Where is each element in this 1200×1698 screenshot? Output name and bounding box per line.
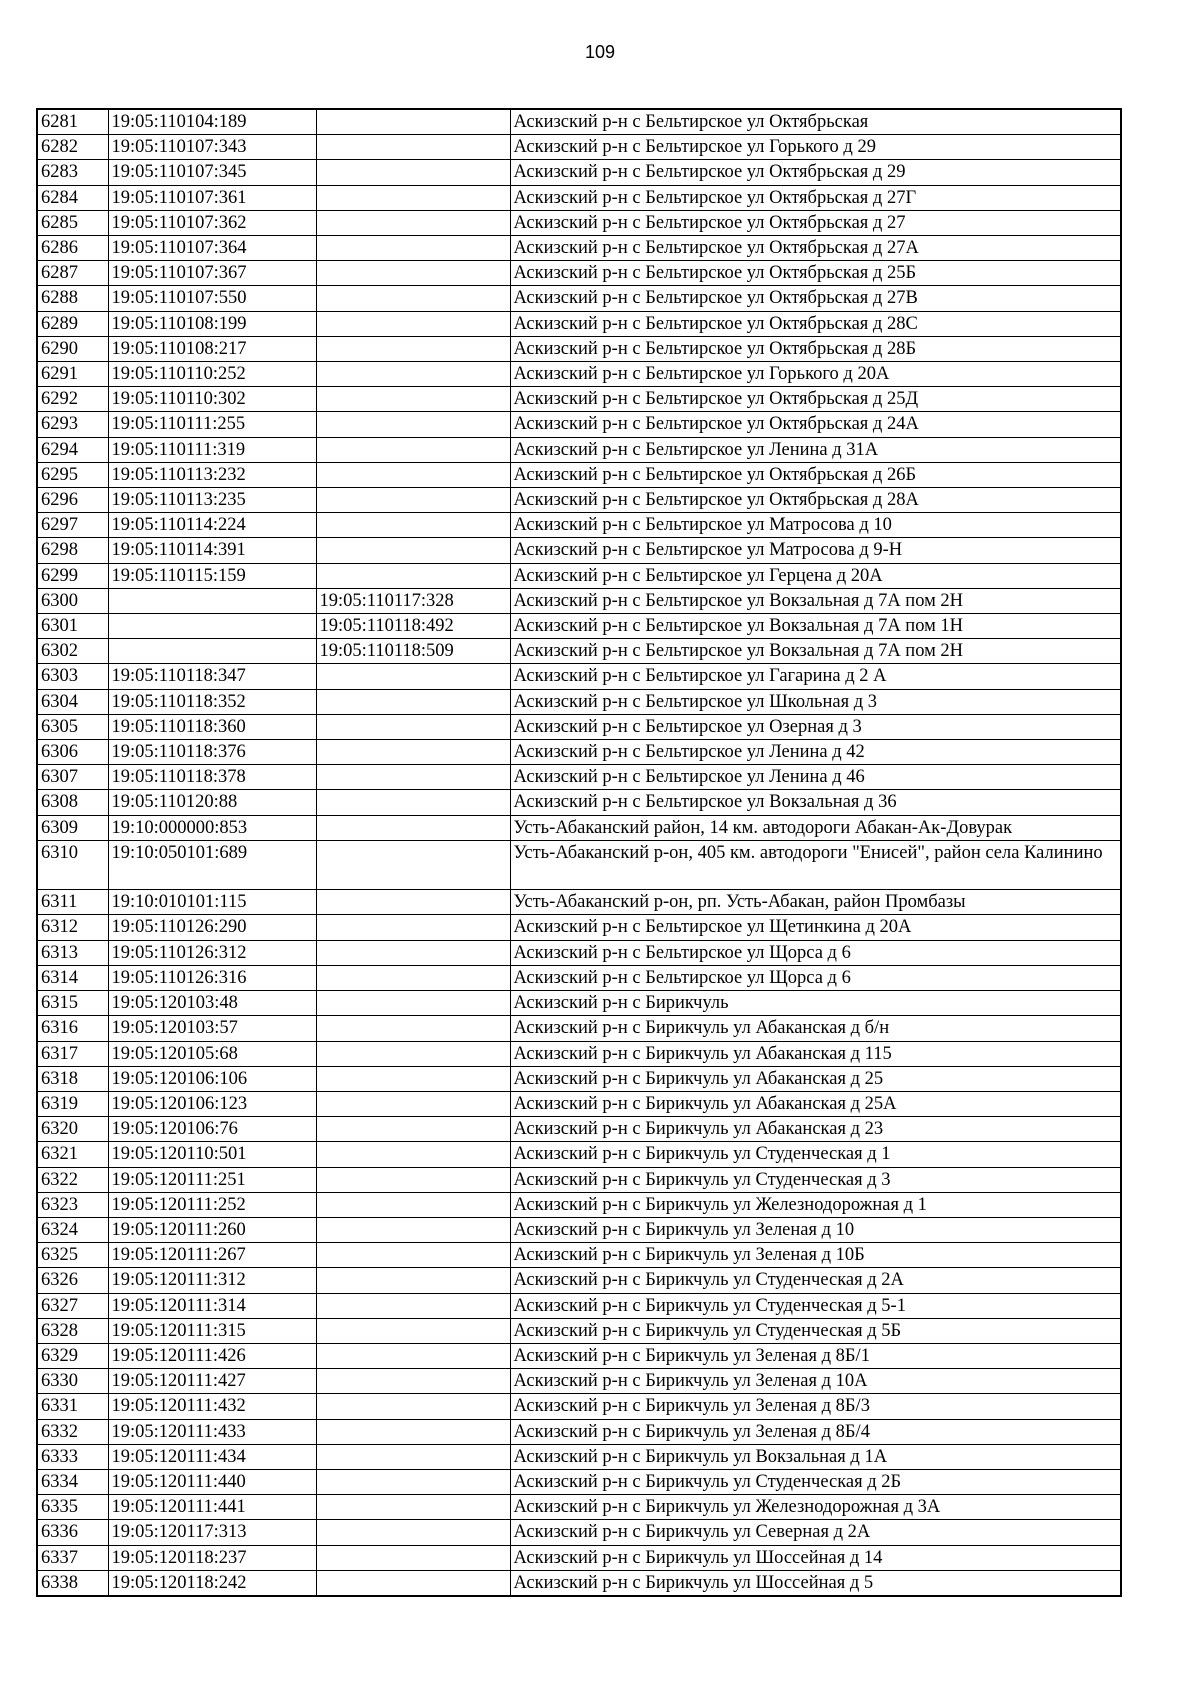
table-row xyxy=(37,1394,1121,1419)
address-cell: Аскизский р-н с Бельтирское ул Гагарина д 2 А xyxy=(510,664,1121,689)
cadastral-number-cell: 19:05:110113:232 xyxy=(108,462,316,487)
row-number-cell: 6302 xyxy=(37,639,108,664)
cadastral-number-cell: 19:05:110118:360 xyxy=(108,714,316,739)
cadastral-number-cell: 19:05:120111:251 xyxy=(108,1167,316,1192)
table-row xyxy=(37,488,1121,513)
row-number-cell: 6336 xyxy=(37,1520,108,1545)
table-row xyxy=(37,740,1121,765)
premises-cadastral-number-cell xyxy=(316,1167,510,1192)
address-cell: Аскизский р-н с Бирикчуль ул Абаканская д 23 xyxy=(510,1117,1121,1142)
table-row xyxy=(37,790,1121,815)
address-cell: Аскизский р-н с Бирикчуль ул Абаканская д 115 xyxy=(510,1041,1121,1066)
address-cell: Аскизский р-н с Бельтирское ул Октябрьская д 24А xyxy=(510,412,1121,437)
row-number-cell: 6325 xyxy=(37,1243,108,1268)
address-cell: Аскизский р-н с Бирикчуль ул Зеленая д 10А xyxy=(510,1369,1121,1394)
table-row xyxy=(37,362,1121,387)
table-row xyxy=(37,991,1121,1016)
cadastral-number-cell: 19:05:120111:440 xyxy=(108,1469,316,1494)
row-number-cell: 6315 xyxy=(37,991,108,1016)
row-number-cell: 6334 xyxy=(37,1469,108,1494)
cadastral-number-cell: 19:05:120103:57 xyxy=(108,1016,316,1041)
address-cell: Аскизский р-н с Бельтирское ул Октябрьская д 25Б xyxy=(510,261,1121,286)
premises-cadastral-number-cell xyxy=(316,1394,510,1419)
registry-table xyxy=(36,108,1122,1597)
address-cell: Аскизский р-н с Бельтирское ул Ленина д 31А xyxy=(510,437,1121,462)
table-row xyxy=(37,639,1121,664)
address-cell: Аскизский р-н с Бирикчуль ул Студенческая д 2А xyxy=(510,1268,1121,1293)
table-row xyxy=(37,109,1121,135)
row-number-cell: 6318 xyxy=(37,1066,108,1091)
address-cell: Аскизский р-н с Бирикчуль ул Зеленая д 8Б/3 xyxy=(510,1394,1121,1419)
cadastral-number-cell: 19:05:110114:224 xyxy=(108,513,316,538)
row-number-cell: 6313 xyxy=(37,940,108,965)
premises-cadastral-number-cell xyxy=(316,1041,510,1066)
premises-cadastral-number-cell xyxy=(316,765,510,790)
table-row xyxy=(37,336,1121,361)
cadastral-number-cell: 19:05:120110:501 xyxy=(108,1142,316,1167)
cadastral-number-cell: 19:05:110118:347 xyxy=(108,664,316,689)
cadastral-number-cell: 19:05:120106:106 xyxy=(108,1066,316,1091)
cadastral-number-cell: 19:05:120111:441 xyxy=(108,1495,316,1520)
premises-cadastral-number-cell xyxy=(316,1268,510,1293)
row-number-cell: 6316 xyxy=(37,1016,108,1041)
row-number-cell: 6321 xyxy=(37,1142,108,1167)
address-cell: Аскизский р-н с Бирикчуль ул Зеленая д 8Б/4 xyxy=(510,1419,1121,1444)
premises-cadastral-number-cell xyxy=(316,1192,510,1217)
address-cell: Аскизский р-н с Бельтирское ул Озерная д 3 xyxy=(510,714,1121,739)
cadastral-number-cell: 19:10:050101:689 xyxy=(108,840,316,889)
premises-cadastral-number-cell xyxy=(316,1343,510,1368)
cadastral-number-cell: 19:05:120111:433 xyxy=(108,1419,316,1444)
row-number-cell: 6283 xyxy=(37,160,108,185)
address-cell: Аскизский р-н с Бельтирское ул Матросова д 9-Н xyxy=(510,538,1121,563)
premises-cadastral-number-cell xyxy=(316,261,510,286)
address-cell: Аскизский р-н с Бельтирское ул Октябрьская д 29 xyxy=(510,160,1121,185)
row-number-cell: 6300 xyxy=(37,588,108,613)
address-cell: Аскизский р-н с Бирикчуль ул Студенческая д 2Б xyxy=(510,1469,1121,1494)
row-number-cell: 6332 xyxy=(37,1419,108,1444)
address-cell: Аскизский р-н с Бельтирское ул Октябрьская xyxy=(510,109,1121,135)
cadastral-number-cell: 19:05:110111:319 xyxy=(108,437,316,462)
premises-cadastral-number-cell: 19:05:110117:328 xyxy=(316,588,510,613)
row-number-cell: 6285 xyxy=(37,210,108,235)
table-row xyxy=(37,1243,1121,1268)
row-number-cell: 6323 xyxy=(37,1192,108,1217)
cadastral-number-cell: 19:05:120103:48 xyxy=(108,991,316,1016)
table-row xyxy=(37,840,1121,889)
premises-cadastral-number-cell xyxy=(316,965,510,990)
table-row xyxy=(37,1192,1121,1217)
table-row xyxy=(37,135,1121,160)
premises-cadastral-number-cell xyxy=(316,991,510,1016)
premises-cadastral-number-cell xyxy=(316,940,510,965)
table-row xyxy=(37,1041,1121,1066)
premises-cadastral-number-cell xyxy=(316,1545,510,1570)
address-cell: Аскизский р-н с Бельтирское ул Герцена д 20А xyxy=(510,563,1121,588)
cadastral-number-cell: 19:05:110107:361 xyxy=(108,185,316,210)
address-cell: Аскизский р-н с Бирикчуль ул Железнодорожная д 3А xyxy=(510,1495,1121,1520)
address-cell: Усть-Абаканский р-он, 405 км. автодороги "Енисей", район села Калинино xyxy=(510,840,1121,889)
row-number-cell: 6286 xyxy=(37,236,108,261)
premises-cadastral-number-cell: 19:05:110118:492 xyxy=(316,614,510,639)
premises-cadastral-number-cell xyxy=(316,790,510,815)
premises-cadastral-number-cell xyxy=(316,1369,510,1394)
premises-cadastral-number-cell xyxy=(316,915,510,940)
row-number-cell: 6317 xyxy=(37,1041,108,1066)
row-number-cell: 6335 xyxy=(37,1495,108,1520)
cadastral-number-cell: 19:05:110120:88 xyxy=(108,790,316,815)
table-row xyxy=(37,1217,1121,1242)
cadastral-number-cell: 19:05:120118:237 xyxy=(108,1545,316,1570)
table-row xyxy=(37,387,1121,412)
row-number-cell: 6319 xyxy=(37,1091,108,1116)
table-row xyxy=(37,513,1121,538)
row-number-cell: 6301 xyxy=(37,614,108,639)
premises-cadastral-number-cell xyxy=(316,437,510,462)
table-row xyxy=(37,815,1121,840)
table-row xyxy=(37,538,1121,563)
cadastral-number-cell: 19:05:120111:427 xyxy=(108,1369,316,1394)
address-cell: Аскизский р-н с Бельтирское ул Октябрьская д 27 xyxy=(510,210,1121,235)
premises-cadastral-number-cell xyxy=(316,815,510,840)
premises-cadastral-number-cell xyxy=(316,1066,510,1091)
row-number-cell: 6324 xyxy=(37,1217,108,1242)
table-row xyxy=(37,236,1121,261)
row-number-cell: 6288 xyxy=(37,286,108,311)
address-cell: Аскизский р-н с Бирикчуль ул Абаканская д 25 xyxy=(510,1066,1121,1091)
address-cell: Аскизский р-н с Бельтирское ул Октябрьская д 27Г xyxy=(510,185,1121,210)
address-cell: Аскизский р-н с Бельтирское ул Школьная д 3 xyxy=(510,689,1121,714)
cadastral-number-cell: 19:05:110107:345 xyxy=(108,160,316,185)
cadastral-number-cell: 19:05:120111:432 xyxy=(108,1394,316,1419)
row-number-cell: 6289 xyxy=(37,311,108,336)
cadastral-number-cell: 19:05:110114:391 xyxy=(108,538,316,563)
cadastral-number-cell: 19:05:110118:376 xyxy=(108,740,316,765)
row-number-cell: 6306 xyxy=(37,740,108,765)
cadastral-number-cell: 19:05:120111:252 xyxy=(108,1192,316,1217)
cadastral-number-cell: 19:10:000000:853 xyxy=(108,815,316,840)
cadastral-number-cell: 19:05:110118:352 xyxy=(108,689,316,714)
row-number-cell: 6290 xyxy=(37,336,108,361)
table-row xyxy=(37,1318,1121,1343)
cadastral-number-cell: 19:05:120111:260 xyxy=(108,1217,316,1242)
row-number-cell: 6282 xyxy=(37,135,108,160)
table-row xyxy=(37,689,1121,714)
premises-cadastral-number-cell xyxy=(316,236,510,261)
table-row xyxy=(37,1495,1121,1520)
cadastral-number-cell: 19:10:010101:115 xyxy=(108,890,316,915)
premises-cadastral-number-cell xyxy=(316,1520,510,1545)
address-cell: Аскизский р-н с Бирикчуль ул Шоссейная д 14 xyxy=(510,1545,1121,1570)
premises-cadastral-number-cell xyxy=(316,462,510,487)
page-number: 109 xyxy=(584,42,616,62)
address-cell: Аскизский р-н с Бирикчуль ул Зеленая д 10Б xyxy=(510,1243,1121,1268)
premises-cadastral-number-cell xyxy=(316,563,510,588)
row-number-cell: 6310 xyxy=(37,840,108,889)
address-cell: Аскизский р-н с Бельтирское ул Октябрьская д 28Б xyxy=(510,336,1121,361)
premises-cadastral-number-cell xyxy=(316,1091,510,1116)
cadastral-number-cell: 19:05:110108:217 xyxy=(108,336,316,361)
premises-cadastral-number-cell xyxy=(316,185,510,210)
table-row xyxy=(37,1545,1121,1570)
row-number-cell: 6338 xyxy=(37,1570,108,1596)
table-row xyxy=(37,1520,1121,1545)
cadastral-number-cell: 19:05:120111:315 xyxy=(108,1318,316,1343)
premises-cadastral-number-cell xyxy=(316,336,510,361)
premises-cadastral-number-cell xyxy=(316,538,510,563)
premises-cadastral-number-cell xyxy=(316,311,510,336)
cadastral-number-cell: 19:05:110104:189 xyxy=(108,109,316,135)
address-cell: Аскизский р-н с Бельтирское ул Горького д 29 xyxy=(510,135,1121,160)
row-number-cell: 6287 xyxy=(37,261,108,286)
table-row xyxy=(37,588,1121,613)
premises-cadastral-number-cell xyxy=(316,362,510,387)
address-cell: Аскизский р-н с Бельтирское ул Октябрьская д 27А xyxy=(510,236,1121,261)
address-cell: Аскизский р-н с Бельтирское ул Горького д 20А xyxy=(510,362,1121,387)
cadastral-number-cell: 19:05:110126:316 xyxy=(108,965,316,990)
row-number-cell: 6312 xyxy=(37,915,108,940)
table-row xyxy=(37,940,1121,965)
cadastral-number-cell: 19:05:120111:267 xyxy=(108,1243,316,1268)
row-number-cell: 6284 xyxy=(37,185,108,210)
table-row xyxy=(37,915,1121,940)
table-row xyxy=(37,1419,1121,1444)
cadastral-number-cell: 19:05:120105:68 xyxy=(108,1041,316,1066)
row-number-cell: 6333 xyxy=(37,1444,108,1469)
address-cell: Аскизский р-н с Бельтирское ул Матросова д 10 xyxy=(510,513,1121,538)
table-row xyxy=(37,614,1121,639)
cadastral-number-cell: 19:05:110111:255 xyxy=(108,412,316,437)
table-row xyxy=(37,412,1121,437)
address-cell: Аскизский р-н с Бельтирское ул Ленина д 42 xyxy=(510,740,1121,765)
cadastral-number-cell: 19:05:110107:343 xyxy=(108,135,316,160)
address-cell: Аскизский р-н с Бельтирское ул Щорса д 6 xyxy=(510,940,1121,965)
cadastral-number-cell: 19:05:120111:312 xyxy=(108,1268,316,1293)
cadastral-number-cell: 19:05:110107:364 xyxy=(108,236,316,261)
address-cell: Аскизский р-н с Бельтирское ул Вокзальная д 36 xyxy=(510,790,1121,815)
premises-cadastral-number-cell xyxy=(316,286,510,311)
row-number-cell: 6303 xyxy=(37,664,108,689)
cadastral-number-cell: 19:05:120117:313 xyxy=(108,1520,316,1545)
premises-cadastral-number-cell xyxy=(316,1117,510,1142)
premises-cadastral-number-cell xyxy=(316,387,510,412)
address-cell: Аскизский р-н с Бельтирское ул Октябрьская д 28С xyxy=(510,311,1121,336)
table-row xyxy=(37,1066,1121,1091)
address-cell: Аскизский р-н с Бельтирское ул Октябрьская д 25Д xyxy=(510,387,1121,412)
address-cell: Аскизский р-н с Бирикчуль ул Абаканская д б/н xyxy=(510,1016,1121,1041)
premises-cadastral-number-cell: 19:05:110118:509 xyxy=(316,639,510,664)
table-row xyxy=(37,311,1121,336)
premises-cadastral-number-cell xyxy=(316,135,510,160)
premises-cadastral-number-cell xyxy=(316,210,510,235)
premises-cadastral-number-cell xyxy=(316,1016,510,1041)
row-number-cell: 6337 xyxy=(37,1545,108,1570)
premises-cadastral-number-cell xyxy=(316,412,510,437)
premises-cadastral-number-cell xyxy=(316,513,510,538)
table-row xyxy=(37,261,1121,286)
row-number-cell: 6322 xyxy=(37,1167,108,1192)
row-number-cell: 6329 xyxy=(37,1343,108,1368)
table-row xyxy=(37,965,1121,990)
registry-table-body xyxy=(37,109,1121,1596)
premises-cadastral-number-cell xyxy=(316,1243,510,1268)
row-number-cell: 6327 xyxy=(37,1293,108,1318)
address-cell: Аскизский р-н с Бирикчуль ул Железнодорожная д 1 xyxy=(510,1192,1121,1217)
table-row xyxy=(37,1444,1121,1469)
row-number-cell: 6281 xyxy=(37,109,108,135)
address-cell: Аскизский р-н с Бельтирское ул Вокзальная д 7А пом 2Н xyxy=(510,639,1121,664)
address-cell: Аскизский р-н с Бирикчуль ул Шоссейная д 5 xyxy=(510,1570,1121,1596)
premises-cadastral-number-cell xyxy=(316,714,510,739)
table-row xyxy=(37,890,1121,915)
address-cell: Аскизский р-н с Бельтирское ул Вокзальная д 7А пом 1Н xyxy=(510,614,1121,639)
row-number-cell: 6305 xyxy=(37,714,108,739)
table-row xyxy=(37,1469,1121,1494)
premises-cadastral-number-cell xyxy=(316,160,510,185)
row-number-cell: 6293 xyxy=(37,412,108,437)
row-number-cell: 6304 xyxy=(37,689,108,714)
premises-cadastral-number-cell xyxy=(316,1318,510,1343)
premises-cadastral-number-cell xyxy=(316,1217,510,1242)
table-row xyxy=(37,1142,1121,1167)
premises-cadastral-number-cell xyxy=(316,1142,510,1167)
premises-cadastral-number-cell xyxy=(316,664,510,689)
row-number-cell: 6326 xyxy=(37,1268,108,1293)
premises-cadastral-number-cell xyxy=(316,488,510,513)
table-row xyxy=(37,765,1121,790)
premises-cadastral-number-cell xyxy=(316,109,510,135)
row-number-cell: 6309 xyxy=(37,815,108,840)
row-number-cell: 6292 xyxy=(37,387,108,412)
premises-cadastral-number-cell xyxy=(316,1293,510,1318)
row-number-cell: 6294 xyxy=(37,437,108,462)
premises-cadastral-number-cell xyxy=(316,1419,510,1444)
cadastral-number-cell: 19:05:110113:235 xyxy=(108,488,316,513)
address-cell: Аскизский р-н с Бирикчуль ул Студенческая д 3 xyxy=(510,1167,1121,1192)
row-number-cell: 6296 xyxy=(37,488,108,513)
row-number-cell: 6291 xyxy=(37,362,108,387)
table-row xyxy=(37,1117,1121,1142)
cadastral-number-cell xyxy=(108,639,316,664)
cadastral-number-cell: 19:05:110126:312 xyxy=(108,940,316,965)
address-cell: Аскизский р-н с Бирикчуль ул Зеленая д 10 xyxy=(510,1217,1121,1242)
table-row xyxy=(37,1268,1121,1293)
table-row xyxy=(37,1343,1121,1368)
cadastral-number-cell: 19:05:110108:199 xyxy=(108,311,316,336)
row-number-cell: 6298 xyxy=(37,538,108,563)
address-cell: Аскизский р-н с Бирикчуль ул Студенческая д 5-1 xyxy=(510,1293,1121,1318)
address-cell: Аскизский р-н с Бельтирское ул Щорса д 6 xyxy=(510,965,1121,990)
address-cell: Аскизский р-н с Бирикчуль ул Студенческая д 5Б xyxy=(510,1318,1121,1343)
cadastral-number-cell: 19:05:120106:123 xyxy=(108,1091,316,1116)
address-cell: Аскизский р-н с Бельтирское ул Октябрьская д 26Б xyxy=(510,462,1121,487)
row-number-cell: 6308 xyxy=(37,790,108,815)
row-number-cell: 6314 xyxy=(37,965,108,990)
address-cell: Усть-Абаканский район, 14 км. автодороги Абакан-Ак-Довурак xyxy=(510,815,1121,840)
address-cell: Аскизский р-н с Бельтирское ул Октябрьская д 28А xyxy=(510,488,1121,513)
cadastral-number-cell: 19:05:110107:550 xyxy=(108,286,316,311)
cadastral-number-cell: 19:05:110115:159 xyxy=(108,563,316,588)
cadastral-number-cell xyxy=(108,614,316,639)
cadastral-number-cell: 19:05:120111:426 xyxy=(108,1343,316,1368)
address-cell: Аскизский р-н с Бирикчуль ул Абаканская д 25А xyxy=(510,1091,1121,1116)
row-number-cell: 6330 xyxy=(37,1369,108,1394)
address-cell: Аскизский р-н с Бирикчуль ул Зеленая д 8Б/1 xyxy=(510,1343,1121,1368)
premises-cadastral-number-cell xyxy=(316,890,510,915)
table-row xyxy=(37,664,1121,689)
row-number-cell: 6295 xyxy=(37,462,108,487)
premises-cadastral-number-cell xyxy=(316,1495,510,1520)
cadastral-number-cell: 19:05:120106:76 xyxy=(108,1117,316,1142)
table-row xyxy=(37,1369,1121,1394)
premises-cadastral-number-cell xyxy=(316,1444,510,1469)
cadastral-number-cell: 19:05:110110:302 xyxy=(108,387,316,412)
row-number-cell: 6320 xyxy=(37,1117,108,1142)
cadastral-number-cell: 19:05:110118:378 xyxy=(108,765,316,790)
premises-cadastral-number-cell xyxy=(316,740,510,765)
cadastral-number-cell: 19:05:120118:242 xyxy=(108,1570,316,1596)
table-row xyxy=(37,1016,1121,1041)
premises-cadastral-number-cell xyxy=(316,1570,510,1596)
cadastral-number-cell: 19:05:120111:434 xyxy=(108,1444,316,1469)
row-number-cell: 6328 xyxy=(37,1318,108,1343)
table-row xyxy=(37,1293,1121,1318)
cadastral-number-cell: 19:05:110110:252 xyxy=(108,362,316,387)
premises-cadastral-number-cell xyxy=(316,840,510,889)
table-row xyxy=(37,160,1121,185)
address-cell: Аскизский р-н с Бельтирское ул Октябрьская д 27В xyxy=(510,286,1121,311)
row-number-cell: 6297 xyxy=(37,513,108,538)
table-row xyxy=(37,286,1121,311)
address-cell: Аскизский р-н с Бирикчуль ул Северная д 2А xyxy=(510,1520,1121,1545)
cadastral-number-cell: 19:05:110126:290 xyxy=(108,915,316,940)
table-row xyxy=(37,462,1121,487)
table-row xyxy=(37,563,1121,588)
table-row xyxy=(37,185,1121,210)
row-number-cell: 6299 xyxy=(37,563,108,588)
address-cell: Усть-Абаканский р-он, рп. Усть-Абакан, район Промбазы xyxy=(510,890,1121,915)
table-row xyxy=(37,1570,1121,1596)
table-row xyxy=(37,437,1121,462)
cadastral-number-cell: 19:05:110107:362 xyxy=(108,210,316,235)
address-cell: Аскизский р-н с Бирикчуль xyxy=(510,991,1121,1016)
address-cell: Аскизский р-н с Бельтирское ул Вокзальная д 7А пом 2Н xyxy=(510,588,1121,613)
address-cell: Аскизский р-н с Бирикчуль ул Вокзальная д 1А xyxy=(510,1444,1121,1469)
row-number-cell: 6331 xyxy=(37,1394,108,1419)
cadastral-number-cell: 19:05:110107:367 xyxy=(108,261,316,286)
address-cell: Аскизский р-н с Бельтирское ул Щетинкина д 20А xyxy=(510,915,1121,940)
table-row xyxy=(37,714,1121,739)
address-cell: Аскизский р-н с Бирикчуль ул Студенческая д 1 xyxy=(510,1142,1121,1167)
address-cell: Аскизский р-н с Бельтирское ул Ленина д 46 xyxy=(510,765,1121,790)
table-row xyxy=(37,1167,1121,1192)
cadastral-number-cell xyxy=(108,588,316,613)
premises-cadastral-number-cell xyxy=(316,689,510,714)
row-number-cell: 6307 xyxy=(37,765,108,790)
table-row xyxy=(37,1091,1121,1116)
premises-cadastral-number-cell xyxy=(316,1469,510,1494)
cadastral-number-cell: 19:05:120111:314 xyxy=(108,1293,316,1318)
row-number-cell: 6311 xyxy=(37,890,108,915)
table-row xyxy=(37,210,1121,235)
